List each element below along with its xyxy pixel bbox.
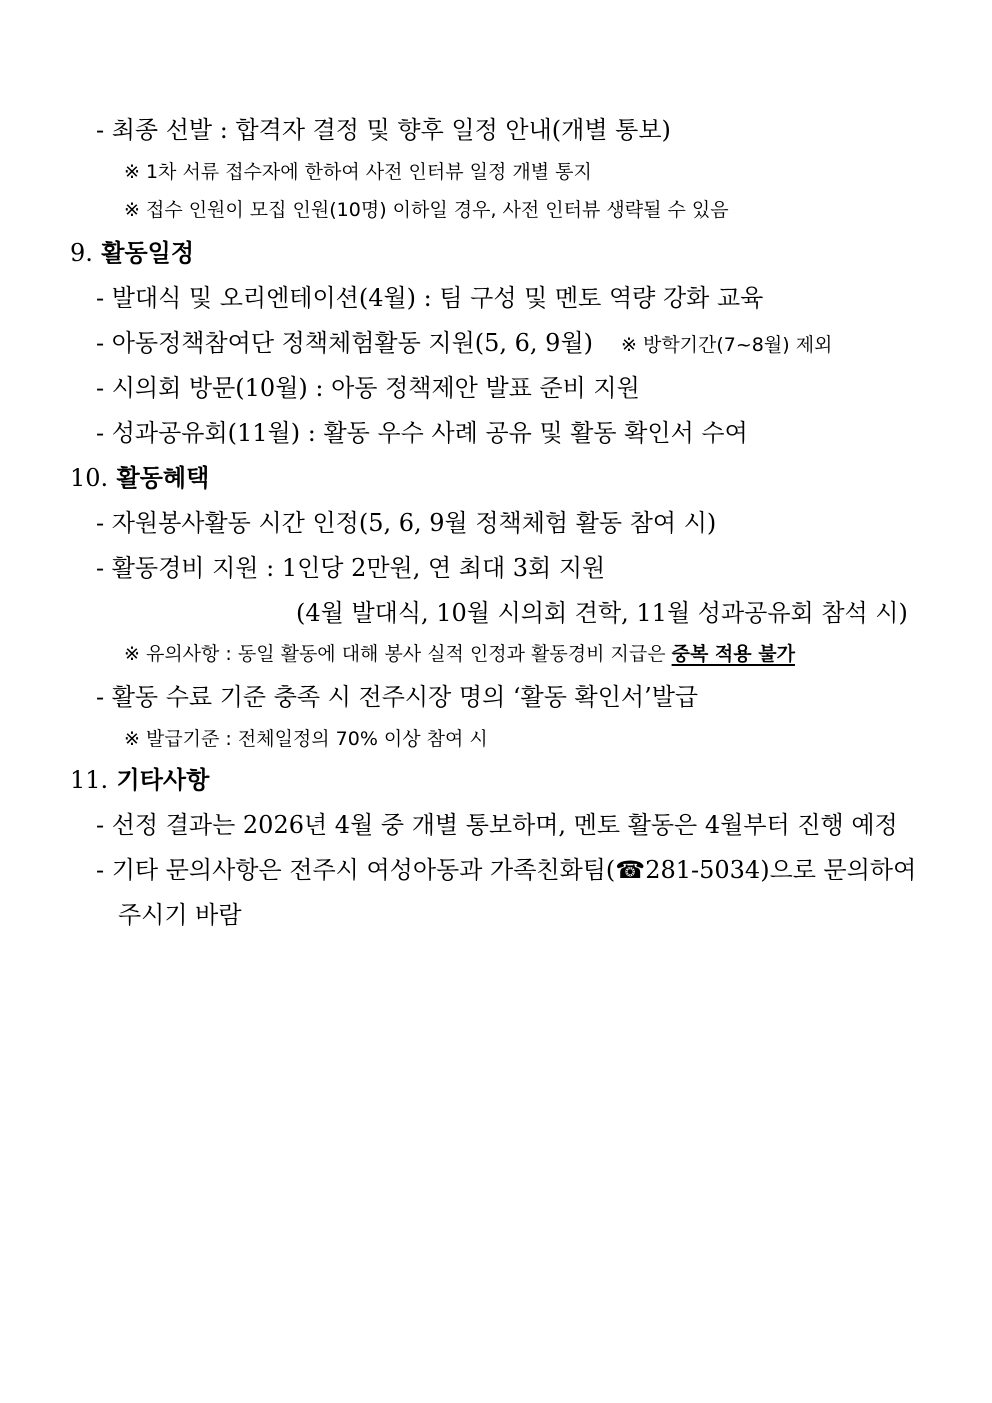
section-10-title: 활동혜택 xyxy=(116,463,210,492)
inquiry-continuation: 주시기 바람 xyxy=(118,901,242,929)
inquiry-phone-text: 281-5034)으로 문의하여 xyxy=(645,856,917,884)
benefit-certificate: - 활동 수료 기준 충족 시 전주시장 명의 ‘활동 확인서’발급 xyxy=(96,683,699,711)
section-9-title: 활동일정 xyxy=(101,238,195,267)
schedule-item-policy-support xyxy=(96,331,832,355)
section-9-number: 9. xyxy=(70,239,93,267)
schedule-item-orientation: - 발대식 및 오리엔테이션(4월) : 팀 구성 및 멘토 역량 강화 교육 xyxy=(96,284,764,312)
inquiry-text: - 기타 문의사항은 전주시 여성아동과 가족친화팀( xyxy=(96,856,616,884)
benefit-expense-support: - 활동경비 지원 : 1인당 2만원, 연 최대 3회 지원 xyxy=(96,554,606,582)
caution-note-text: ※ 유의사항 : 동일 활동에 대해 봉사 실적 인정과 활동경비 지급은 xyxy=(124,643,672,665)
interview-notice-note: ※ 1차 서류 접수자에 한하여 사전 인터뷰 일정 개별 통지 xyxy=(124,161,592,183)
section-11-number: 11. xyxy=(70,766,109,794)
section-11-title: 기타사항 xyxy=(116,765,210,794)
no-duplicate-emphasis: 중복 적용 불가 xyxy=(671,643,795,665)
section-10-number: 10. xyxy=(70,464,109,492)
section-9-heading xyxy=(70,238,195,267)
benefit-volunteer-hours: - 자원봉사활동 시간 인정(5, 6, 9월 정책체험 활동 참여 시) xyxy=(96,509,717,537)
caution-note xyxy=(124,645,795,664)
certificate-criteria-note: ※ 발급기준 : 전체일정의 70% 이상 참여 시 xyxy=(124,728,488,750)
schedule-item-policy-support-text: - 아동정책참여단 정책체험활동 지원(5, 6, 9월) xyxy=(96,329,593,357)
inquiry-item xyxy=(96,858,916,882)
schedule-item-council-visit: - 시의회 방문(10월) : 아동 정책제안 발표 준비 지원 xyxy=(96,374,640,402)
section-10-heading xyxy=(70,463,210,492)
vacation-exclusion-note: ※ 방학기간(7~8월) 제외 xyxy=(621,334,833,356)
schedule-item-performance-sharing: - 성과공유회(11월) : 활동 우수 사례 공유 및 활동 확인서 수여 xyxy=(96,419,748,447)
phone-icon: ☎ xyxy=(615,856,646,884)
final-selection-item: - 최종 선발 : 합격자 결정 및 향후 일정 안내(개별 통보) xyxy=(96,116,671,144)
benefit-expense-detail: (4월 발대식, 10월 시의회 견학, 11월 성과공유회 참석 시) xyxy=(296,599,908,627)
interview-omission-note: ※ 접수 인원이 모집 인원(10명) 이하일 경우, 사전 인터뷰 생략될 수 있음 xyxy=(124,199,729,221)
selection-result-item: - 선정 결과는 2026년 4월 중 개별 통보하며, 멘토 활동은 4월부터 진행 예정 xyxy=(96,811,898,839)
section-11-heading xyxy=(70,765,210,794)
